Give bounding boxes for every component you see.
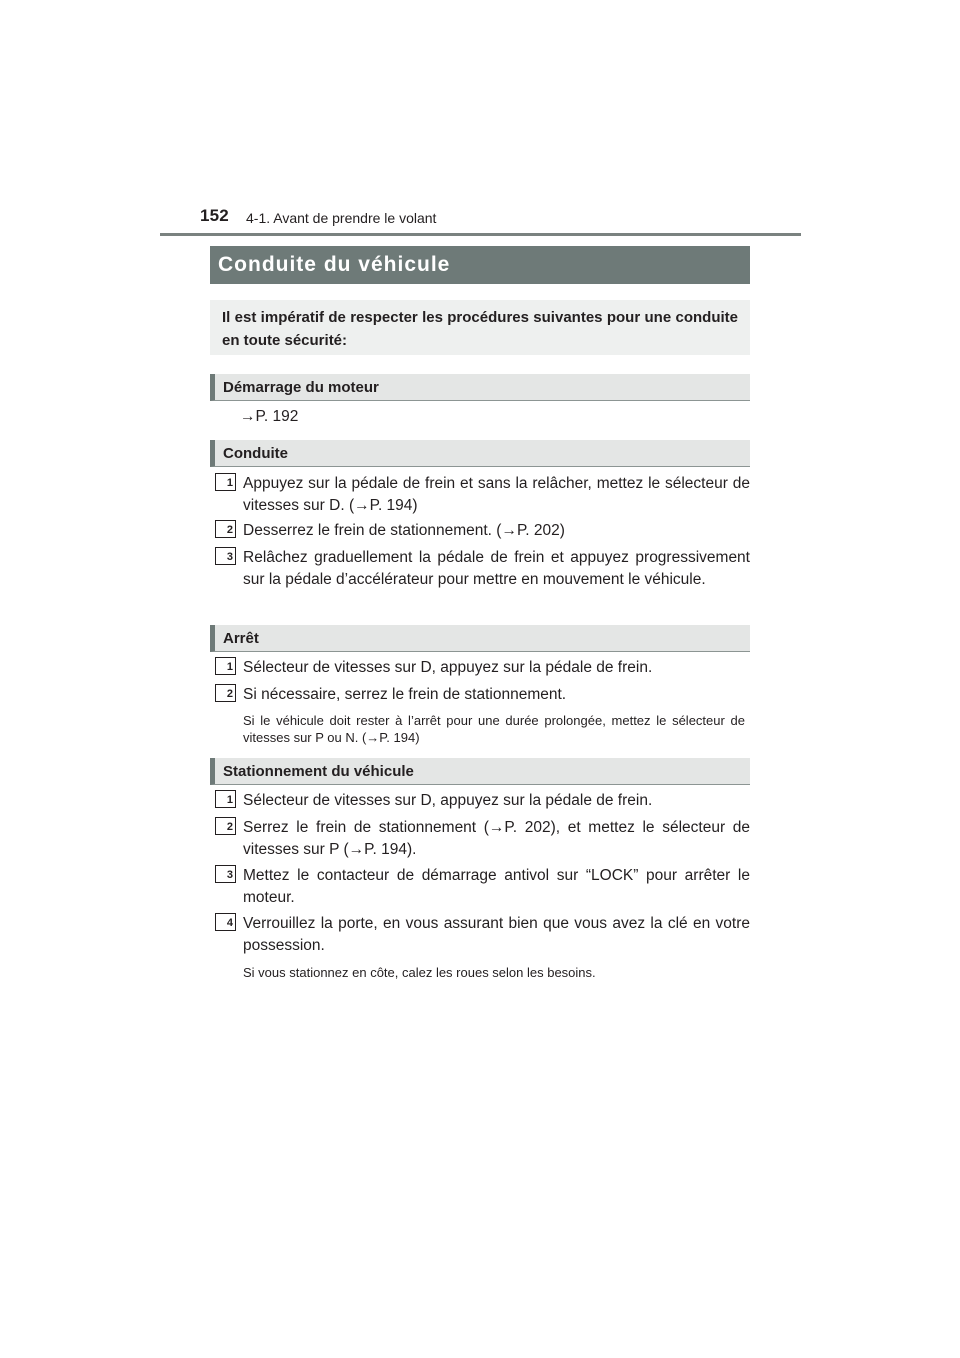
step-text: Verrouillez la porte, en vous assurant bien que vous avez la clé en votre possession. <box>243 915 750 954</box>
subheading-parking-label: Stationnement du véhicule <box>223 762 414 780</box>
subheading-driving-label: Conduite <box>223 444 288 462</box>
subheading-stopping-label: Arrêt <box>223 629 259 647</box>
step-number: 1 <box>215 790 236 808</box>
step-text: Desserrez le frein de stationnement. (→P. 202) <box>243 522 565 539</box>
step-text: Sélecteur de vitesses sur D, appuyez sur la pédale de frein. <box>243 659 653 676</box>
step-text: Relâchez graduellement la pédale de frein et appuyez progressivement sur la pédale d’accélérateur pour mettre en mouvement le véhicule. <box>243 549 750 588</box>
driving-step <box>215 547 750 591</box>
section-reference: 4-1. Avant de prendre le volant <box>246 210 437 226</box>
parking-step <box>215 913 750 957</box>
starting-reference <box>240 408 298 426</box>
stopping-step <box>215 657 750 679</box>
arrow-right-icon: → <box>240 408 256 425</box>
step-text: Mettez le contacteur de démarrage antivol sur “LOCK” pour arrêter le moteur. <box>243 867 750 906</box>
step-text: Sélecteur de vitesses sur D, appuyez sur la pédale de frein. <box>243 792 653 809</box>
step-number: 3 <box>215 865 236 883</box>
driving-step <box>215 473 750 517</box>
step-text: Serrez le frein de stationnement (→P. 202), et mettez le sélecteur de vitesses sur P (→P. 194). <box>243 819 750 858</box>
subheading-parking <box>210 758 750 785</box>
parking-step <box>215 817 750 861</box>
subheading-stopping <box>210 625 750 652</box>
step-number: 2 <box>215 684 236 702</box>
parking-step <box>215 790 750 812</box>
parking-note: Si vous stationnez en côte, calez les roues selon les besoins. <box>243 965 596 980</box>
subheading-starting-label: Démarrage du moteur <box>223 378 379 396</box>
intro-text: Il est impératif de respecter les procédures suivantes pour une conduite en toute sécurité: <box>222 309 738 349</box>
step-number: 2 <box>215 520 236 538</box>
intro-box <box>210 300 750 355</box>
step-number: 1 <box>215 473 236 491</box>
header-rule <box>160 233 801 236</box>
page-title: Conduite du véhicule <box>218 253 451 276</box>
parking-step <box>215 865 750 909</box>
step-text: Si nécessaire, serrez le frein de stationnement. <box>243 686 567 703</box>
step-number: 3 <box>215 547 236 565</box>
stopping-step <box>215 684 750 706</box>
step-number: 2 <box>215 817 236 835</box>
stopping-note: Si le véhicule doit rester à l’arrêt pour une durée prolongée, mettez le sélecteur de vitesses sur P ou N. (→P. 194) <box>243 713 745 745</box>
starting-reference-page: P. 192 <box>255 408 299 425</box>
subheading-starting <box>210 374 750 401</box>
step-text: Appuyez sur la pédale de frein et sans la relâcher, mettez le sélecteur de vitesses sur D. (→P. 194) <box>243 475 750 514</box>
step-number: 4 <box>215 913 236 931</box>
title-bar <box>210 246 750 284</box>
driving-step <box>215 520 750 542</box>
page-number: 152 <box>200 206 229 225</box>
step-number: 1 <box>215 657 236 675</box>
subheading-driving <box>210 440 750 467</box>
